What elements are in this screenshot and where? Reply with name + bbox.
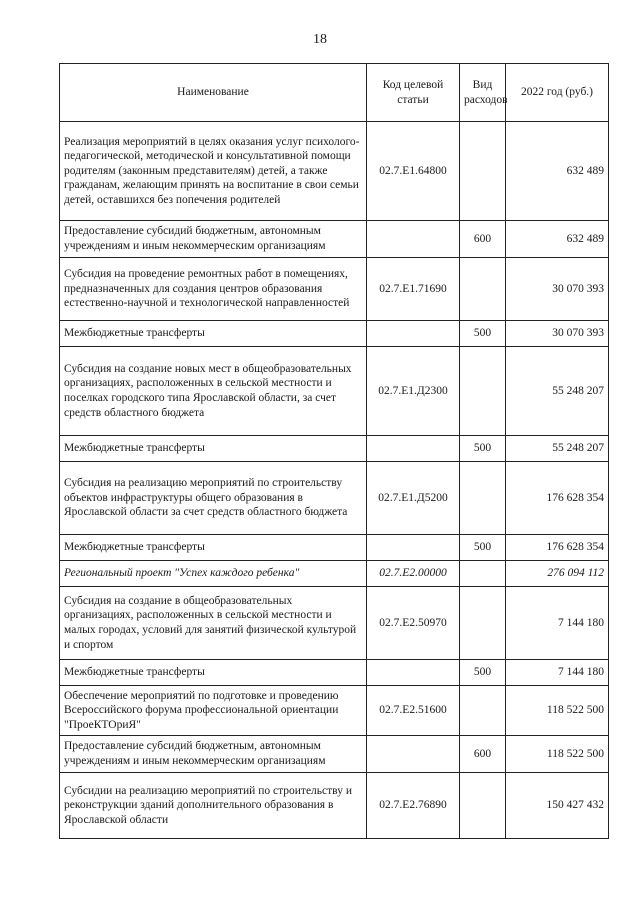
row-name: Субсидии на реализацию мероприятий по строительству и реконструкции зданий дополнительного образования в Ярославской области <box>60 773 367 839</box>
row-code <box>367 436 460 462</box>
row-type <box>460 462 506 535</box>
row-name: Межбюджетные трансферты <box>60 321 367 347</box>
row-code: 02.7.E1.Д2300 <box>367 347 460 436</box>
table-header-row <box>60 64 609 122</box>
row-type: 500 <box>460 535 506 561</box>
table-row <box>60 686 609 736</box>
row-type <box>460 258 506 321</box>
row-type: 600 <box>460 736 506 773</box>
row-amount: 632 489 <box>506 221 609 258</box>
row-code: 02.7.E2.76890 <box>367 773 460 839</box>
row-type: 500 <box>460 660 506 686</box>
row-code <box>367 221 460 258</box>
row-amount: 276 094 112 <box>506 561 609 587</box>
row-name: Субсидия на создание в общеобразовательных организациях, расположенных в сельской местности и малых городах, условий для занятий физической культурой и спортом <box>60 587 367 660</box>
row-amount: 118 522 500 <box>506 686 609 736</box>
table-row <box>60 347 609 436</box>
header-code: Код целевой статьи <box>367 64 460 122</box>
table-row <box>60 258 609 321</box>
row-code <box>367 660 460 686</box>
row-type: 500 <box>460 436 506 462</box>
row-name: Межбюджетные трансферты <box>60 660 367 686</box>
header-type: Вид расходов <box>460 64 506 122</box>
header-amount: 2022 год (руб.) <box>506 64 609 122</box>
row-amount: 55 248 207 <box>506 347 609 436</box>
header-name: Наименование <box>60 64 367 122</box>
row-code: 02.7.E1.71690 <box>367 258 460 321</box>
row-type <box>460 587 506 660</box>
budget-table <box>59 63 609 839</box>
row-amount: 632 489 <box>506 122 609 221</box>
row-name: Региональный проект "Успех каждого ребенка" <box>60 561 367 587</box>
table-row <box>60 660 609 686</box>
row-amount: 118 522 500 <box>506 736 609 773</box>
row-name: Субсидия на реализацию мероприятий по строительству объектов инфраструктуры общего образования в Ярославской области за счет средств областного бюджета <box>60 462 367 535</box>
row-code: 02.7.E1.Д5200 <box>367 462 460 535</box>
row-name: Обеспечение мероприятий по подготовке и проведению Всероссийского форума профессиональной ориентации "ПроеКТОриЯ" <box>60 686 367 736</box>
row-amount: 176 628 354 <box>506 462 609 535</box>
row-amount: 176 628 354 <box>506 535 609 561</box>
table-row <box>60 535 609 561</box>
row-name: Межбюджетные трансферты <box>60 535 367 561</box>
row-name: Реализация мероприятий в целях оказания услуг психолого-педагогической, методической и консультативной помощи родителям (законным представителям) детей, а также гражданам, желающим принять на воспитание в свои семьи детей, оставшихся без попечения родителей <box>60 122 367 221</box>
row-type: 600 <box>460 221 506 258</box>
row-type: 500 <box>460 321 506 347</box>
row-type <box>460 686 506 736</box>
row-name: Межбюджетные трансферты <box>60 436 367 462</box>
table-row <box>60 773 609 839</box>
row-name: Субсидия на проведение ремонтных работ в помещениях, предназначенных для создания центров образования естественно-научной и технологической направленностей <box>60 258 367 321</box>
row-type <box>460 122 506 221</box>
row-type <box>460 561 506 587</box>
row-code: 02.7.E2.50970 <box>367 587 460 660</box>
table-row <box>60 736 609 773</box>
table-row <box>60 221 609 258</box>
table-row <box>60 436 609 462</box>
row-code: 02.7.E2.51600 <box>367 686 460 736</box>
row-amount: 55 248 207 <box>506 436 609 462</box>
row-code: 02.7.E2.00000 <box>367 561 460 587</box>
table-row <box>60 321 609 347</box>
table-row <box>60 561 609 587</box>
table-row <box>60 122 609 221</box>
row-name: Предоставление субсидий бюджетным, автономным учреждениям и иным некоммерческим организациям <box>60 221 367 258</box>
row-code: 02.7.E1.64800 <box>367 122 460 221</box>
row-code <box>367 535 460 561</box>
row-amount: 30 070 393 <box>506 258 609 321</box>
row-amount: 30 070 393 <box>506 321 609 347</box>
row-code <box>367 321 460 347</box>
row-type <box>460 773 506 839</box>
row-amount: 7 144 180 <box>506 660 609 686</box>
row-type <box>460 347 506 436</box>
row-amount: 7 144 180 <box>506 587 609 660</box>
row-name: Субсидия на создание новых мест в общеобразовательных организациях, расположенных в сельской местности и поселках городского типа Ярославской области, за счет средств областного бюджета <box>60 347 367 436</box>
page-number: 18 <box>313 32 327 47</box>
table-body <box>60 122 609 839</box>
row-name: Предоставление субсидий бюджетным, автономным учреждениям и иным некоммерческим организациям <box>60 736 367 773</box>
row-code <box>367 736 460 773</box>
row-amount: 150 427 432 <box>506 773 609 839</box>
table-row <box>60 587 609 660</box>
table-row <box>60 462 609 535</box>
